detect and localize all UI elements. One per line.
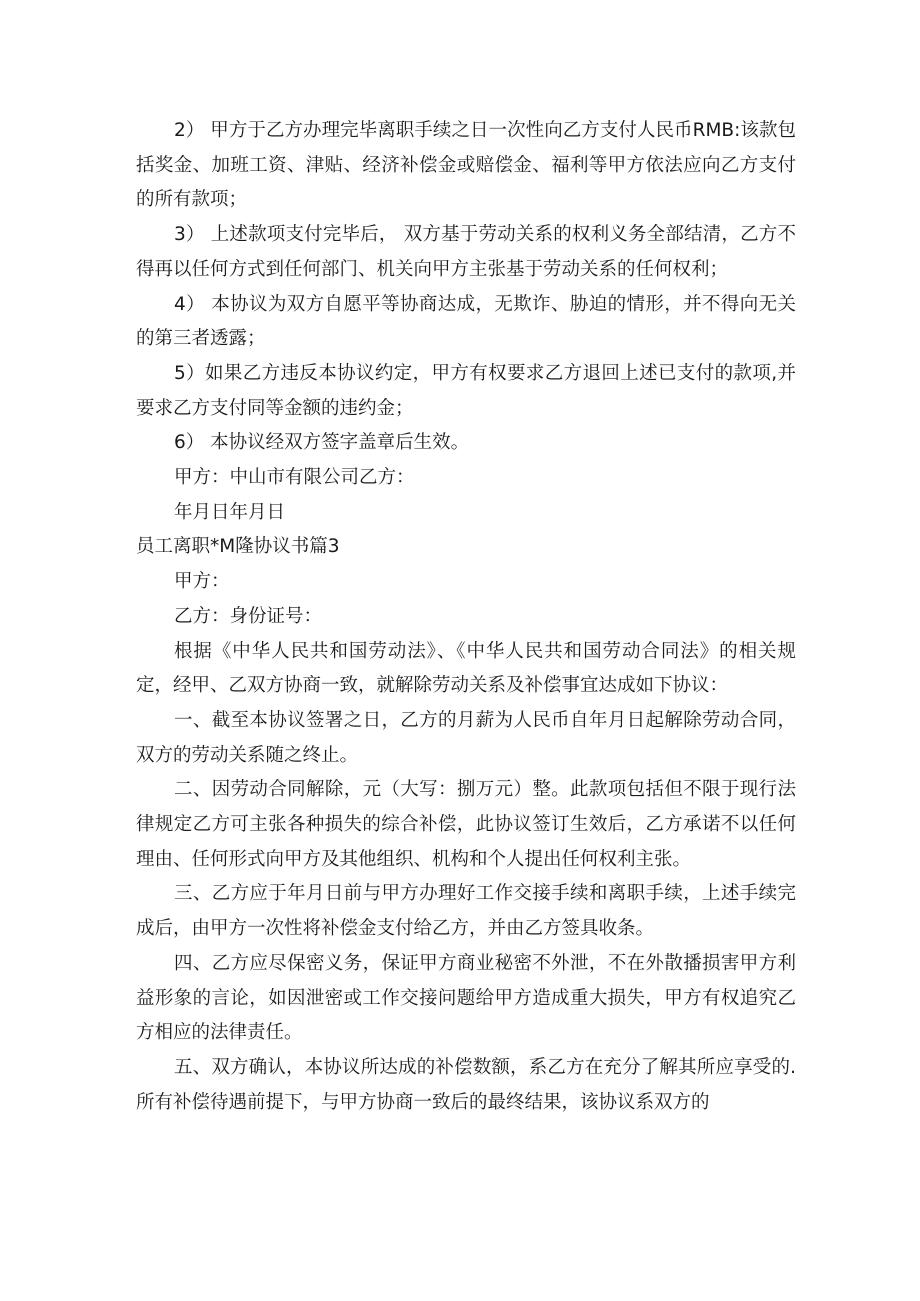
clause-2-paragraph: 2） 甲方于乙方办理完毕离职手续之日一次性向乙方支付人民币RMB:该款包括奖金、加班工资、津贴、经济补偿金或赔偿金、福利等甲方依法应向乙方支付的所有款项； (136, 120, 796, 211)
section-title: 员工离职*M隆协议书篇3 (136, 536, 340, 558)
article-4-paragraph: 四、乙方应尽保密义务，保证甲方商业秘密不外泄，不在外散播损害甲方利益形象的言论，如因泄密或工作交接问题给甲方造成重大损失，甲方有权追究乙方相应的法律责任。 (136, 952, 796, 1044)
clause-6-paragraph: 6） 本协议经双方签字盖章后生效。 (174, 432, 470, 454)
party-a-line: 甲方： (174, 571, 230, 593)
signature-dates-line: 年月日年月日 (174, 501, 286, 523)
article-1-paragraph: 一、截至本协议签署之日，乙方的月薪为人民币自年月日起解除劳动合同，双方的劳动关系随之终止。 (136, 709, 796, 766)
party-b-line: 乙方：身份证号： (174, 605, 323, 627)
article-5-paragraph: 五、双方确认，本协议所达成的补偿数额，系乙方在充分了解其所应享受的.所有补偿待遇前提下，与甲方协商一致后的最终结果，该协议系双方的 (136, 1056, 796, 1113)
clause-5-paragraph: 5）如果乙方违反本协议约定，甲方有权要求乙方退回上述已支付的款项,并要求乙方支付同等金额的违约金； (136, 362, 796, 419)
clause-3-paragraph: 3） 上述款项支付完毕后， 双方基于劳动关系的权利义务全部结清，乙方不得再以任何方式到任何部门、机关向甲方主张基于劳动关系的任何权利； (136, 224, 796, 280)
signature-parties-line: 甲方：中山市有限公司乙方： (174, 467, 415, 489)
article-2-paragraph: 二、因劳动合同解除，元（大写：捌万元）整。此款项包括但不限于现行法律规定乙方可主张各种损失的综合补偿，此协议签订生效后，乙方承诺不以任何理由、任何形式向甲方及其他组织、机构和个人提出任何权利主张。 (136, 779, 796, 870)
preamble-paragraph: 根据《中华人民共和国劳动法》、《中华人民共和国劳动合同法》的相关规定，经甲、乙双方协商一致，就解除劳动关系及补偿事宜达成如下协议： (136, 640, 796, 697)
article-3-paragraph: 三、乙方应于年月日前与甲方办理好工作交接手续和离职手续，上述手续完成后，由甲方一次性将补偿金支付给乙方，并由乙方签具收条。 (136, 883, 796, 940)
document-page (136, 114, 796, 1120)
clause-4-paragraph: 4） 本协议为双方自愿平等协商达成，无欺诈、胁迫的情形，并不得向无关的第三者透露； (136, 293, 796, 350)
